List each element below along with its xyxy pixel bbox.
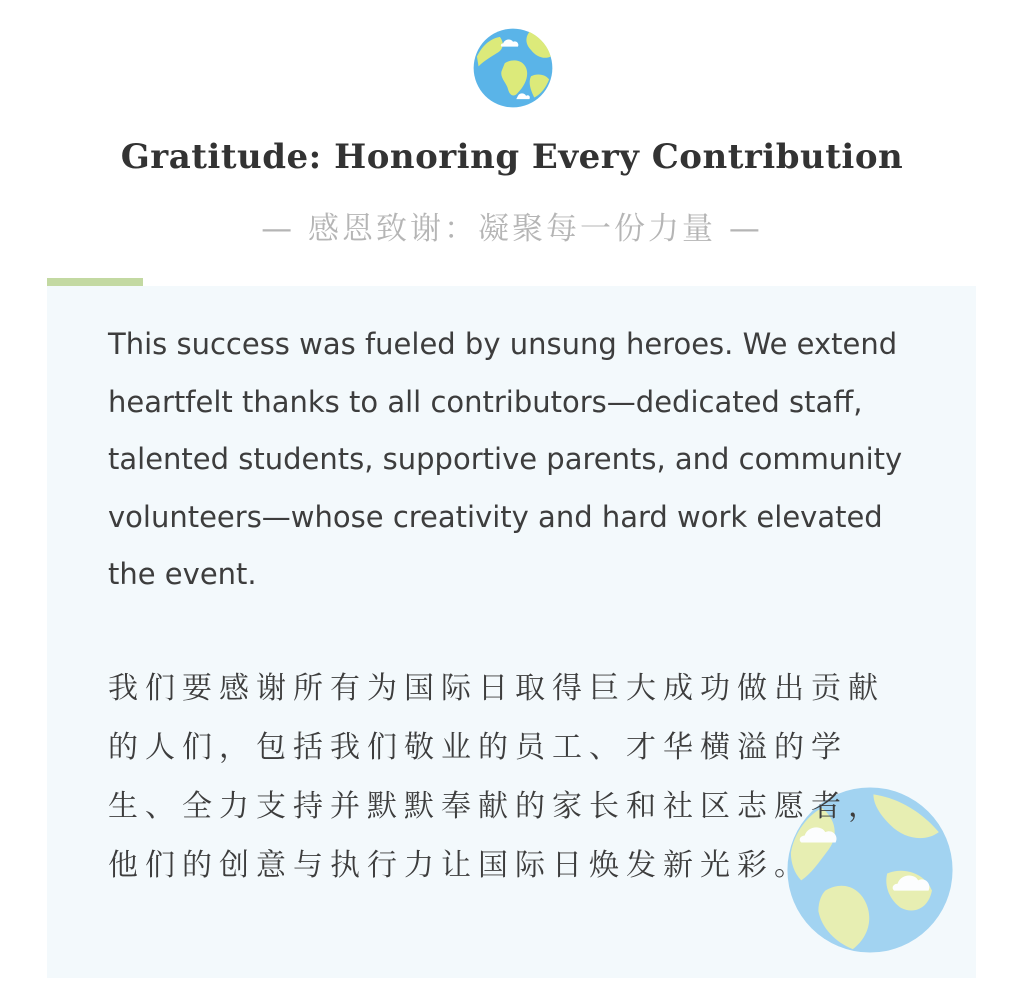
content-card [47, 286, 976, 978]
page-subtitle: — 感恩致谢：凝聚每一份力量 — [261, 211, 763, 247]
page-title: Gratitude: Honoring Every Contribution [120, 137, 904, 177]
accent-bar [47, 278, 143, 286]
chinese-paragraph: 我们要感谢所有为国际日取得巨大成功做出贡献的人们，包括我们敬业的员工、才华横溢的学生、全力支持并默默奉献的家长和社区志愿者，他们的创意与执行力让国际日焕发新光彩。 [108, 671, 885, 883]
english-paragraph: This success was fueled by unsung heroes. We extend heartfelt thanks to all contributors—dedicated staff, talented students, supportive parents, and community volunteers—whose creativity and hard work elevated the event. [108, 327, 903, 591]
globe-icon [472, 27, 554, 109]
